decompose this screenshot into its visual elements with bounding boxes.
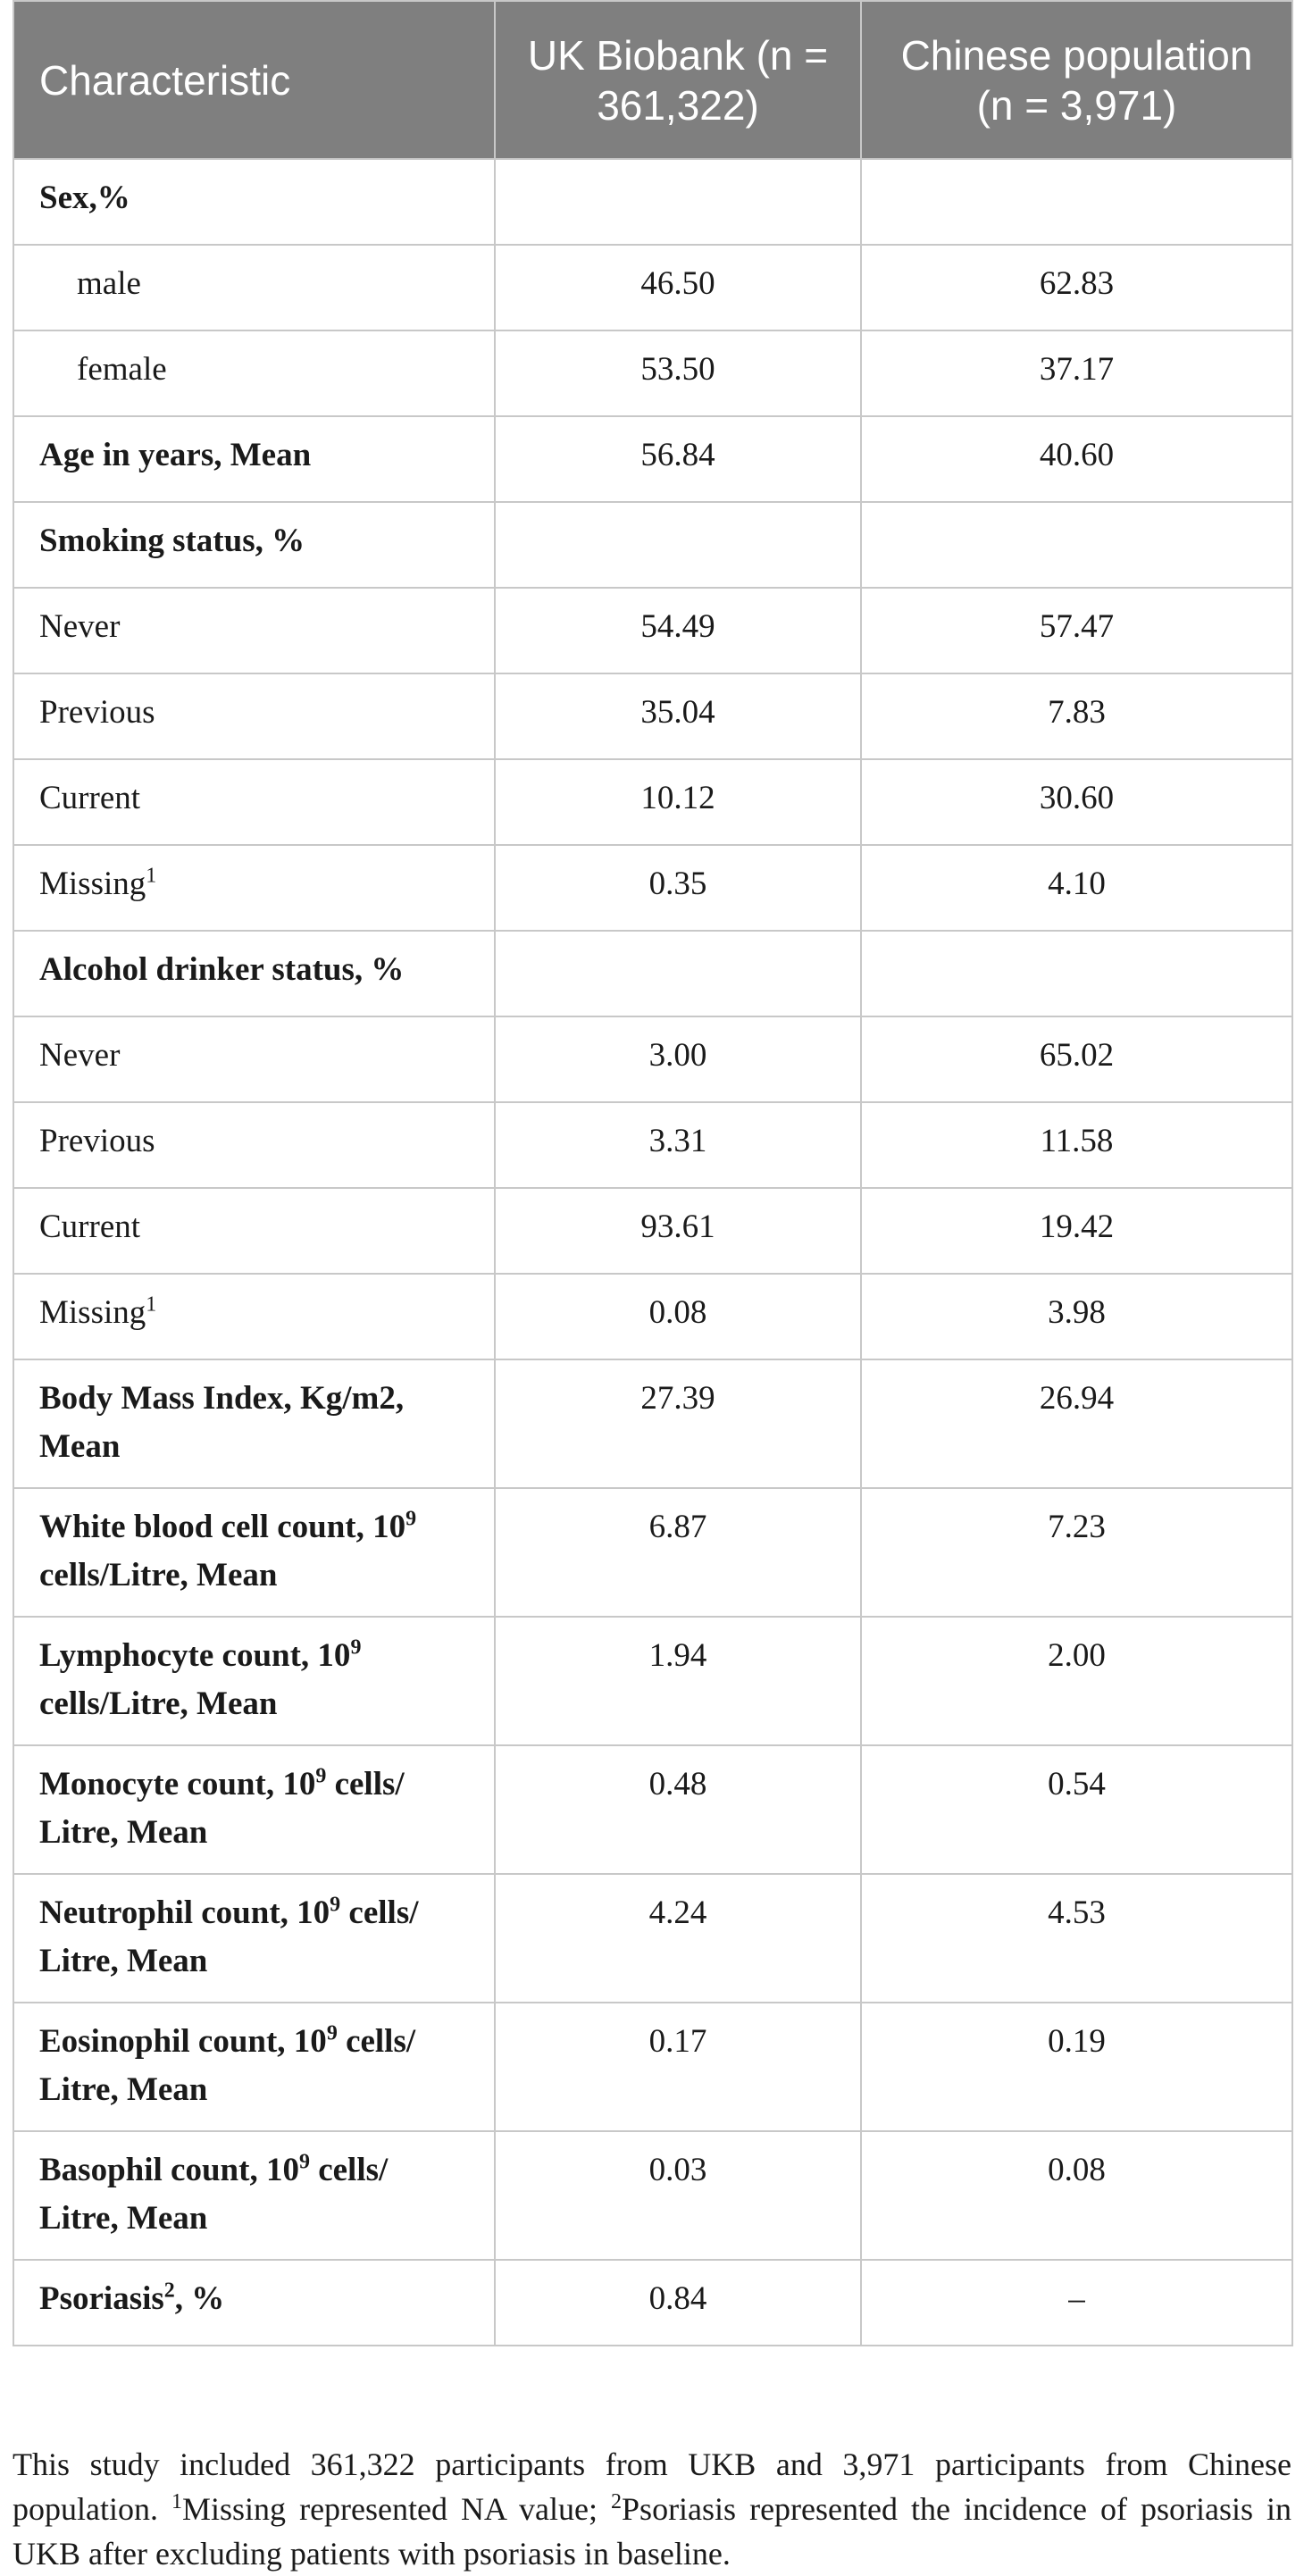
characteristic-label: Neutrophil count, 10 (39, 1894, 330, 1931)
chinese-population-value: 2.00 (861, 1617, 1292, 1745)
table-row (13, 1745, 1292, 1874)
superscript: 9 (315, 1764, 327, 1788)
table-row (13, 1617, 1292, 1745)
characteristic-label: Eosinophil count, 10 (39, 2023, 327, 2060)
uk-biobank-value: 53.50 (495, 330, 861, 416)
chinese-population-value: 26.94 (861, 1359, 1292, 1488)
superscript: 9 (298, 2150, 310, 2174)
table-row (13, 1102, 1292, 1188)
chinese-population-value: 62.83 (861, 245, 1292, 330)
uk-biobank-value: 6.87 (495, 1488, 861, 1617)
chinese-population-value (861, 931, 1292, 1016)
table-row (13, 330, 1292, 416)
characteristic-label: Missing (39, 866, 146, 902)
characteristics-table (13, 0, 1293, 2346)
characteristic-cell (13, 502, 495, 588)
characteristic-label-suffix: cells/Litre, Mean (39, 1685, 278, 1722)
header-chinese-population: Chinese population (n = 3,971) (861, 1, 1292, 159)
characteristic-cell (13, 1016, 495, 1102)
uk-biobank-value: 56.84 (495, 416, 861, 502)
characteristic-cell (13, 845, 495, 931)
table-row (13, 759, 1292, 845)
superscript: 1 (146, 864, 157, 888)
table-row (13, 673, 1292, 759)
characteristic-cell (13, 1359, 495, 1488)
chinese-population-value: 7.23 (861, 1488, 1292, 1617)
chinese-population-value: 3.98 (861, 1274, 1292, 1359)
uk-biobank-value: 46.50 (495, 245, 861, 330)
uk-biobank-value: 0.48 (495, 1745, 861, 1874)
characteristic-label: Smoking status, % (39, 523, 305, 559)
header-uk-biobank: UK Biobank (n = 361,322) (495, 1, 861, 159)
footnote-text-1: This study included 361,322 participants from UKB and 3,971 participants from Chinese population. (13, 2446, 1291, 2527)
superscript: 2 (163, 2279, 175, 2303)
chinese-population-value: 4.53 (861, 1874, 1292, 2003)
characteristic-label: male (77, 265, 141, 302)
footnote-text-2: Missing represented NA value; (182, 2491, 612, 2527)
table-row (13, 845, 1292, 931)
characteristic-cell (13, 1874, 495, 2003)
table-row (13, 1359, 1292, 1488)
uk-biobank-value: 35.04 (495, 673, 861, 759)
characteristic-label: Never (39, 608, 121, 645)
table-row (13, 1016, 1292, 1102)
characteristic-label: Body Mass Index, Kg/m2, Mean (39, 1380, 405, 1465)
characteristic-label: Alcohol drinker status, % (39, 951, 405, 988)
chinese-population-value: 11.58 (861, 1102, 1292, 1188)
characteristic-cell (13, 1745, 495, 1874)
uk-biobank-value: 3.00 (495, 1016, 861, 1102)
characteristic-label: Age in years, Mean (39, 437, 312, 473)
characteristic-cell (13, 245, 495, 330)
characteristic-label: Current (39, 780, 141, 816)
characteristic-cell (13, 673, 495, 759)
superscript: 9 (326, 2021, 338, 2045)
characteristic-label: Missing (39, 1294, 146, 1331)
chinese-population-value: 37.17 (861, 330, 1292, 416)
superscript: 9 (330, 1893, 341, 1917)
chinese-population-value: 65.02 (861, 1016, 1292, 1102)
characteristic-label-suffix: cells/Litre, Mean (39, 1557, 278, 1593)
table-row (13, 159, 1292, 245)
uk-biobank-value: 0.17 (495, 2003, 861, 2131)
uk-biobank-value: 93.61 (495, 1188, 861, 1274)
uk-biobank-value: 3.31 (495, 1102, 861, 1188)
superscript: 1 (146, 1292, 157, 1317)
characteristic-cell (13, 1617, 495, 1745)
characteristic-label: female (77, 351, 167, 388)
table-row (13, 2260, 1292, 2346)
header-characteristic: Characteristic (13, 1, 495, 159)
characteristic-label: Sex,% (39, 180, 130, 216)
uk-biobank-value: 27.39 (495, 1359, 861, 1488)
table-row (13, 416, 1292, 502)
table-row (13, 1188, 1292, 1274)
superscript: 9 (405, 1507, 417, 1531)
table-row (13, 2003, 1292, 2131)
table-row (13, 245, 1292, 330)
uk-biobank-value (495, 502, 861, 588)
characteristic-cell (13, 2131, 495, 2260)
characteristic-cell (13, 759, 495, 845)
characteristic-cell (13, 2003, 495, 2131)
characteristic-cell (13, 159, 495, 245)
chinese-population-value: – (861, 2260, 1292, 2346)
uk-biobank-value: 0.84 (495, 2260, 861, 2346)
characteristic-label-suffix: cells/ Litre, Mean (39, 1894, 419, 1979)
footnote-marker-2: 2 (611, 2490, 623, 2513)
chinese-population-value: 30.60 (861, 759, 1292, 845)
table-row (13, 502, 1292, 588)
chinese-population-value: 0.08 (861, 2131, 1292, 2260)
characteristic-label: Previous (39, 694, 155, 731)
characteristic-label: Psoriasis (39, 2280, 164, 2317)
characteristic-label: Never (39, 1037, 121, 1074)
table-row (13, 1274, 1292, 1359)
table-row (13, 931, 1292, 1016)
chinese-population-value: 0.54 (861, 1745, 1292, 1874)
table-row (13, 1488, 1292, 1617)
characteristic-cell (13, 1102, 495, 1188)
chinese-population-value: 19.42 (861, 1188, 1292, 1274)
chinese-population-value: 4.10 (861, 845, 1292, 931)
uk-biobank-value: 1.94 (495, 1617, 861, 1745)
table-row (13, 1874, 1292, 2003)
characteristic-label: Basophil count, 10 (39, 2152, 299, 2188)
chinese-population-value: 57.47 (861, 588, 1292, 673)
chinese-population-value: 0.19 (861, 2003, 1292, 2131)
table-row (13, 588, 1292, 673)
characteristic-label: Previous (39, 1123, 155, 1159)
table-body (13, 159, 1292, 2346)
characteristic-cell (13, 330, 495, 416)
table-header (13, 1, 1292, 159)
chinese-population-value: 7.83 (861, 673, 1292, 759)
uk-biobank-value: 0.03 (495, 2131, 861, 2260)
characteristic-label-suffix: cells/ Litre, Mean (39, 1766, 405, 1851)
footnote-text-3: Psoriasis represented the incidence of psoriasis in UKB after excluding patients with psoriasis in baseline. (13, 2491, 1292, 2572)
characteristic-cell (13, 588, 495, 673)
characteristic-cell (13, 2260, 495, 2346)
table-footnote (13, 2442, 1291, 2576)
chinese-population-value: 40.60 (861, 416, 1292, 502)
uk-biobank-value: 10.12 (495, 759, 861, 845)
characteristic-label-suffix: cells/ Litre, Mean (39, 2023, 416, 2108)
table-row (13, 2131, 1292, 2260)
uk-biobank-value (495, 159, 861, 245)
characteristics-table-container (13, 0, 1291, 2346)
characteristic-cell (13, 1488, 495, 1617)
uk-biobank-value: 4.24 (495, 1874, 861, 2003)
uk-biobank-value: 0.08 (495, 1274, 861, 1359)
characteristic-cell (13, 931, 495, 1016)
chinese-population-value (861, 502, 1292, 588)
chinese-population-value (861, 159, 1292, 245)
uk-biobank-value: 0.35 (495, 845, 861, 931)
characteristic-cell (13, 416, 495, 502)
footnote-marker-1: 1 (171, 2490, 183, 2513)
characteristic-cell (13, 1188, 495, 1274)
uk-biobank-value: 54.49 (495, 588, 861, 673)
characteristic-label-suffix: , % (174, 2280, 225, 2317)
characteristic-label: White blood cell count, 10 (39, 1509, 406, 1545)
characteristic-label: Current (39, 1209, 141, 1245)
superscript: 9 (350, 1635, 362, 1660)
uk-biobank-value (495, 931, 861, 1016)
characteristic-label: Monocyte count, 10 (39, 1766, 316, 1802)
characteristic-label: Lymphocyte count, 10 (39, 1637, 351, 1674)
header-row (13, 1, 1292, 159)
characteristic-label-suffix: cells/ Litre, Mean (39, 2152, 389, 2237)
characteristic-cell (13, 1274, 495, 1359)
